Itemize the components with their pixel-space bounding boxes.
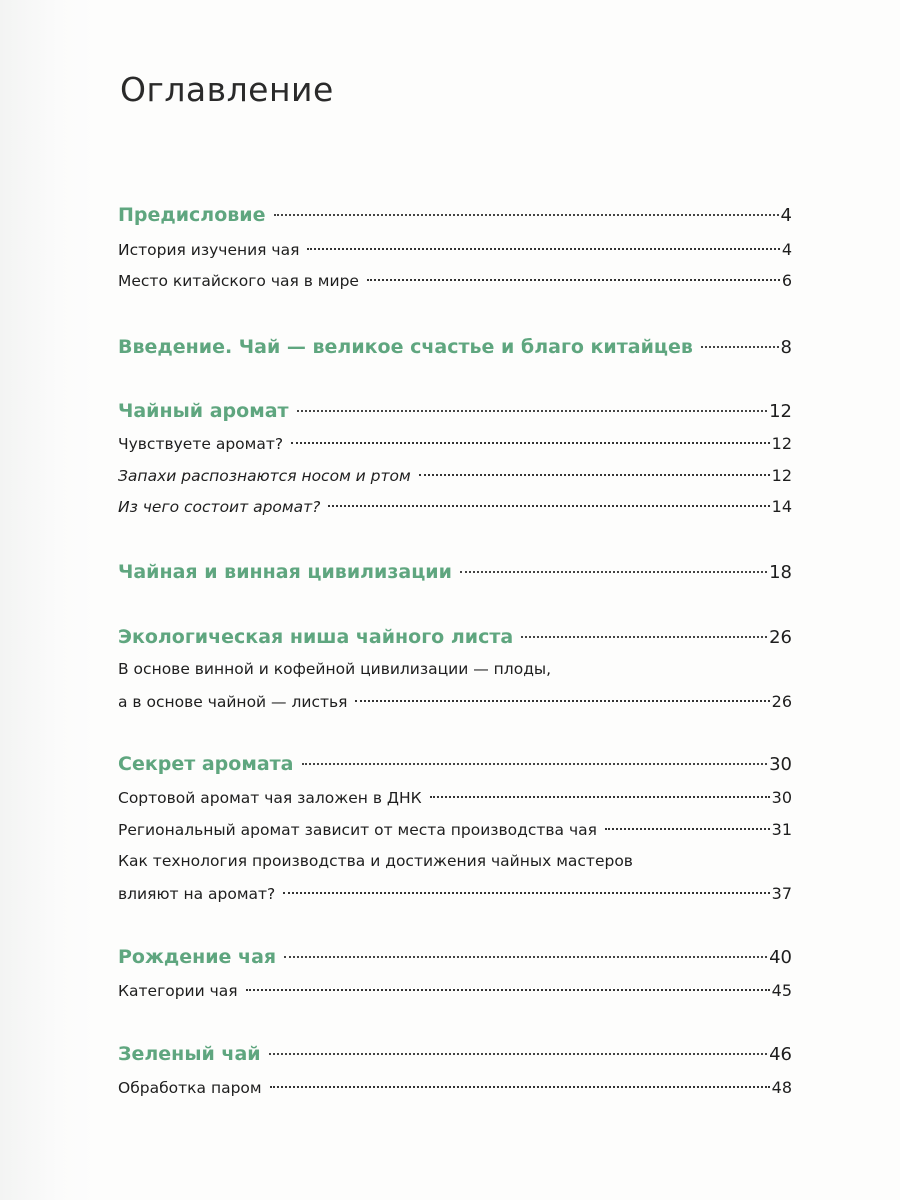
toc-page-number: 37 bbox=[771, 884, 792, 903]
toc-heading-label: Рождение чая bbox=[118, 946, 277, 968]
toc-page-number: 14 bbox=[771, 497, 792, 516]
dot-leader bbox=[460, 571, 767, 573]
toc-page-number: 8 bbox=[780, 337, 792, 358]
toc-entry-label: Запахи распознаются носом и ртом bbox=[118, 467, 411, 485]
toc-page-number: 6 bbox=[781, 271, 792, 290]
toc-entry-line1: В основе винной и кофейной цивилизации — плоды, bbox=[118, 660, 552, 678]
dot-leader bbox=[246, 989, 770, 991]
dot-leader bbox=[269, 1053, 767, 1055]
dot-leader bbox=[291, 442, 770, 444]
toc-entry-line1: Как технология производства и достижения чайных мастеров bbox=[118, 852, 633, 870]
toc-page-number: 4 bbox=[780, 205, 792, 226]
toc-entry-label: Место китайского чая в мире bbox=[118, 272, 359, 290]
toc-page-number: 40 bbox=[769, 947, 792, 968]
dot-leader bbox=[367, 279, 780, 281]
toc-heading[interactable] bbox=[118, 753, 792, 775]
toc-page-number: 30 bbox=[771, 788, 792, 807]
toc-entry[interactable] bbox=[118, 497, 792, 516]
toc-entry-label: Региональный аромат зависит от места производства чая bbox=[118, 821, 597, 839]
toc-entry-label: Чувствуете аромат? bbox=[118, 435, 284, 453]
dot-leader bbox=[521, 636, 767, 638]
toc-entry-label: Категории чая bbox=[118, 982, 238, 1000]
toc-page-number: 31 bbox=[771, 820, 792, 839]
dot-leader bbox=[430, 796, 770, 798]
toc-page-number: 12 bbox=[771, 466, 792, 485]
toc-heading-label: Чайный аромат bbox=[118, 400, 289, 422]
toc-entry-label: Обработка паром bbox=[118, 1079, 262, 1097]
toc-entry[interactable] bbox=[118, 981, 792, 1000]
toc-entry[interactable] bbox=[118, 466, 792, 485]
toc-heading[interactable] bbox=[118, 561, 792, 583]
toc-entry[interactable] bbox=[118, 434, 792, 453]
toc-heading[interactable] bbox=[118, 204, 792, 226]
toc-entry-label: влияют на аромат? bbox=[118, 885, 276, 903]
toc-page-number: 26 bbox=[771, 692, 792, 711]
toc-entry[interactable] bbox=[118, 692, 792, 711]
toc-page-number: 12 bbox=[771, 434, 792, 453]
toc-heading[interactable] bbox=[118, 400, 792, 422]
toc-page-number: 4 bbox=[781, 240, 792, 259]
dot-leader bbox=[701, 346, 779, 348]
toc-heading[interactable] bbox=[118, 336, 792, 358]
toc-entry-label: История изучения чая bbox=[118, 241, 300, 259]
toc-heading[interactable] bbox=[118, 626, 792, 648]
toc-entry[interactable] bbox=[118, 820, 792, 839]
toc-entry[interactable] bbox=[118, 271, 792, 290]
dot-leader bbox=[419, 474, 770, 476]
toc-heading-label: Зеленый чай bbox=[118, 1043, 261, 1065]
toc-heading[interactable] bbox=[118, 1043, 792, 1065]
toc-entry[interactable] bbox=[118, 1078, 792, 1097]
toc-entry[interactable] bbox=[118, 788, 792, 807]
toc-entry-label: Из чего состоит аромат? bbox=[118, 498, 321, 516]
toc-heading[interactable] bbox=[118, 946, 792, 968]
dot-leader bbox=[302, 763, 768, 765]
dot-leader bbox=[328, 505, 769, 507]
dot-leader bbox=[307, 248, 779, 250]
toc-page-number: 48 bbox=[771, 1078, 792, 1097]
toc-heading-label: Секрет аромата bbox=[118, 753, 294, 775]
toc-entry[interactable] bbox=[118, 240, 792, 259]
toc-heading-label: Чайная и винная цивилизации bbox=[118, 561, 452, 583]
toc-page-number: 45 bbox=[771, 981, 792, 1000]
dot-leader bbox=[355, 700, 769, 702]
dot-leader bbox=[274, 214, 779, 216]
dot-leader bbox=[605, 828, 770, 830]
toc-page-number: 46 bbox=[769, 1044, 792, 1065]
toc-page-number: 12 bbox=[769, 401, 792, 422]
dot-leader bbox=[297, 410, 768, 412]
toc-heading-label: Предисловие bbox=[118, 204, 266, 226]
toc-entry-label: а в основе чайной — листья bbox=[118, 693, 348, 711]
toc-entry-label: Сортовой аромат чая заложен в ДНК bbox=[118, 789, 422, 807]
toc-page-number: 30 bbox=[769, 754, 792, 775]
toc-entry[interactable] bbox=[118, 884, 792, 903]
toc-page-number: 18 bbox=[769, 562, 792, 583]
page-title: Оглавление bbox=[120, 70, 334, 109]
toc-page-number: 26 bbox=[769, 627, 792, 648]
dot-leader bbox=[283, 892, 769, 894]
dot-leader bbox=[270, 1086, 770, 1088]
toc-heading-label: Введение. Чай — великое счастье и благо китайцев bbox=[118, 336, 693, 358]
page-gutter-shadow bbox=[0, 0, 96, 1200]
toc-heading-label: Экологическая ниша чайного листа bbox=[118, 626, 514, 648]
dot-leader bbox=[284, 956, 767, 958]
